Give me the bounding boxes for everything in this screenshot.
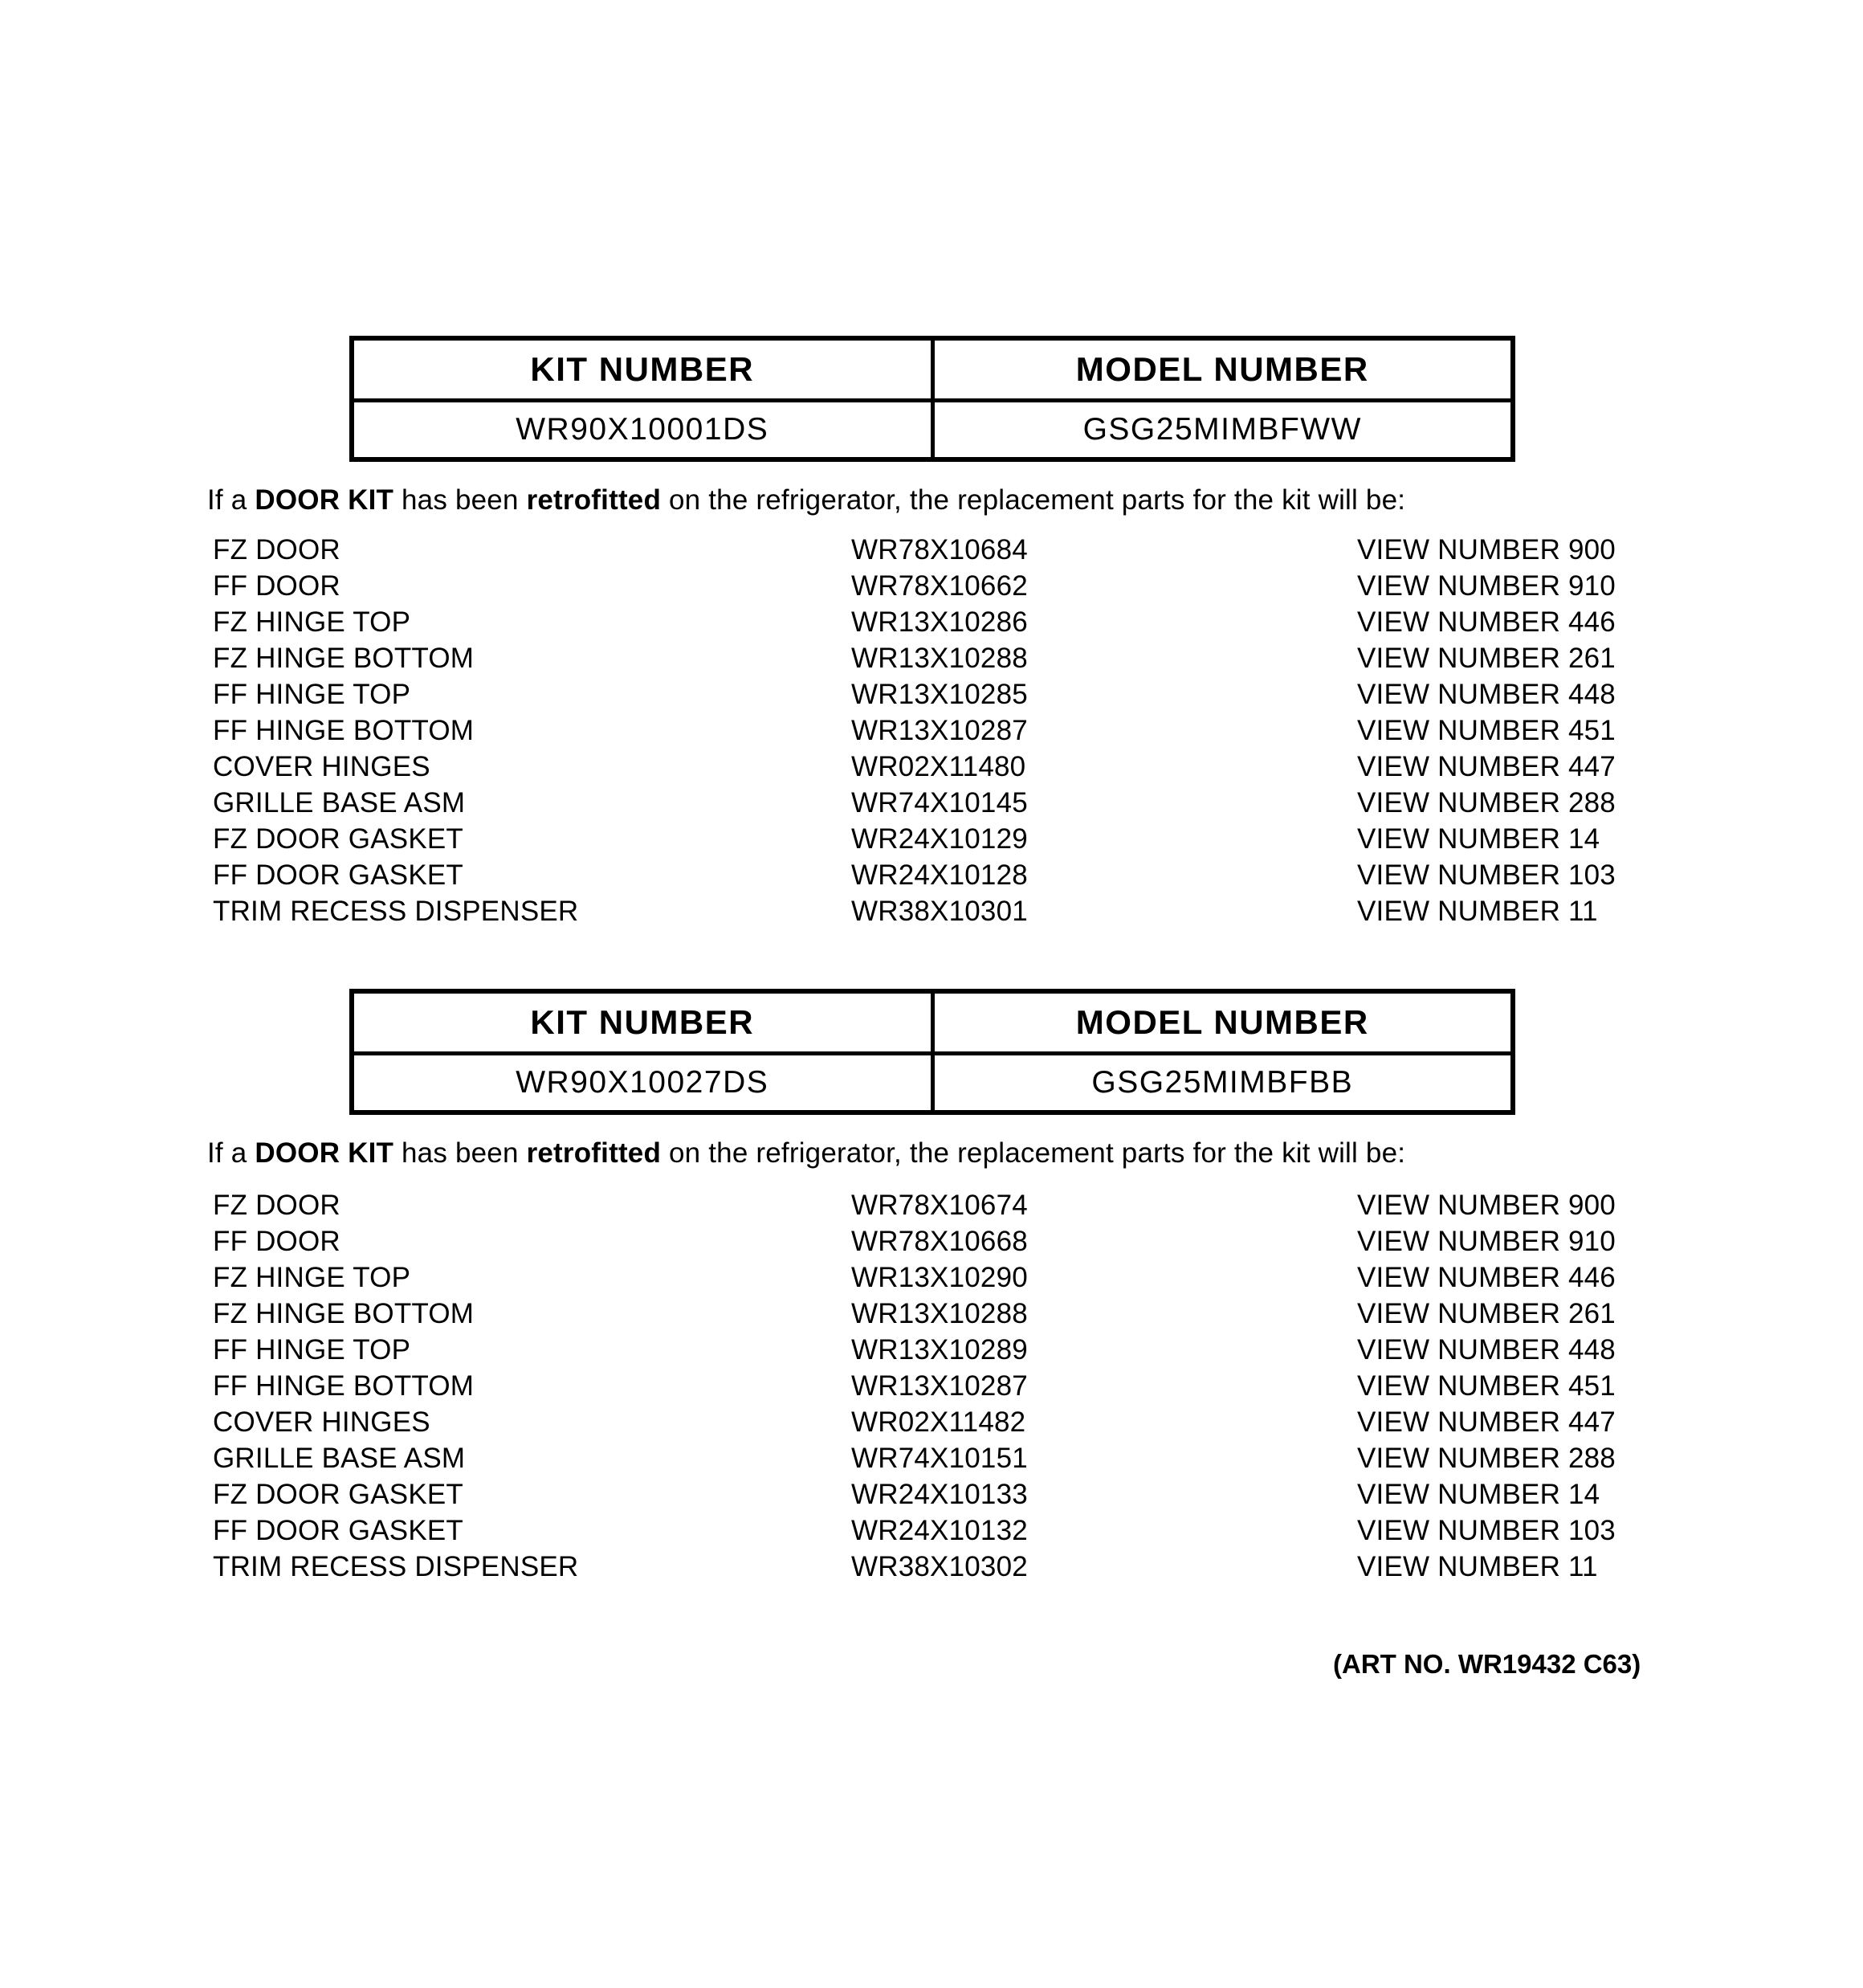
kit-model-table-1 bbox=[349, 336, 1515, 462]
kit-number-header: KIT NUMBER bbox=[352, 338, 932, 401]
part-number: WR13X10288 bbox=[851, 1298, 1028, 1329]
part-number: WR02X11480 bbox=[851, 751, 1026, 782]
part-name: TRIM RECESS DISPENSER bbox=[213, 1551, 579, 1582]
part-name: FF HINGE TOP bbox=[213, 679, 411, 710]
part-name: FF DOOR bbox=[213, 1226, 340, 1257]
part-name: COVER HINGES bbox=[213, 1406, 430, 1438]
part-number: WR24X10128 bbox=[851, 859, 1028, 891]
part-number: WR02X11482 bbox=[851, 1406, 1026, 1438]
view-number: VIEW NUMBER 448 bbox=[1357, 679, 1616, 710]
part-number: WR78X10684 bbox=[851, 534, 1028, 565]
part-name: FF DOOR bbox=[213, 570, 340, 602]
intro-text: has been bbox=[393, 1137, 527, 1169]
part-name: TRIM RECESS DISPENSER bbox=[213, 896, 579, 927]
art-number: (ART NO. WR19432 C63) bbox=[1333, 1649, 1641, 1679]
view-number: VIEW NUMBER 900 bbox=[1357, 534, 1616, 565]
part-number: WR38X10301 bbox=[851, 896, 1028, 927]
view-number: VIEW NUMBER 447 bbox=[1357, 1406, 1616, 1438]
kit-number-value: WR90X10027DS bbox=[352, 1054, 932, 1113]
view-number: VIEW NUMBER 261 bbox=[1357, 1298, 1616, 1329]
part-number: WR13X10289 bbox=[851, 1334, 1028, 1365]
part-name: FF DOOR GASKET bbox=[213, 859, 463, 891]
part-name: FZ HINGE TOP bbox=[213, 606, 411, 638]
model-number-header: MODEL NUMBER bbox=[932, 338, 1513, 401]
part-name: FF HINGE BOTTOM bbox=[213, 715, 475, 746]
intro-bold-retrofitted: retrofitted bbox=[526, 1137, 662, 1169]
part-number: WR24X10133 bbox=[851, 1479, 1028, 1510]
view-number: VIEW NUMBER 288 bbox=[1357, 787, 1616, 818]
part-number: WR78X10662 bbox=[851, 570, 1028, 602]
table-header-row bbox=[352, 991, 1513, 1054]
part-name: GRILLE BASE ASM bbox=[213, 787, 466, 818]
part-name: FZ DOOR GASKET bbox=[213, 1479, 463, 1510]
intro-text: If a bbox=[207, 1137, 255, 1169]
view-number: VIEW NUMBER 910 bbox=[1357, 1226, 1616, 1257]
view-number: VIEW NUMBER 910 bbox=[1357, 570, 1616, 602]
view-number: VIEW NUMBER 11 bbox=[1357, 1551, 1598, 1582]
table-value-row bbox=[352, 1054, 1513, 1113]
part-name: GRILLE BASE ASM bbox=[213, 1443, 466, 1474]
part-name: FZ DOOR bbox=[213, 534, 340, 565]
view-number: VIEW NUMBER 103 bbox=[1357, 859, 1616, 891]
table-value-row bbox=[352, 401, 1513, 460]
part-number: WR24X10132 bbox=[851, 1515, 1028, 1546]
view-number: VIEW NUMBER 448 bbox=[1357, 1334, 1616, 1365]
intro-text: has been bbox=[393, 484, 527, 516]
retrofit-intro-sentence-1 bbox=[207, 482, 1405, 518]
view-number: VIEW NUMBER 261 bbox=[1357, 643, 1616, 674]
retrofit-intro-sentence-2 bbox=[207, 1135, 1405, 1171]
part-name: COVER HINGES bbox=[213, 751, 430, 782]
table-header-row bbox=[352, 338, 1513, 401]
part-name: FF HINGE BOTTOM bbox=[213, 1370, 475, 1402]
intro-text: If a bbox=[207, 484, 255, 516]
part-number: WR13X10287 bbox=[851, 715, 1028, 746]
part-number: WR78X10668 bbox=[851, 1226, 1028, 1257]
view-number: VIEW NUMBER 451 bbox=[1357, 715, 1616, 746]
part-name: FZ HINGE TOP bbox=[213, 1262, 411, 1293]
part-number: WR13X10287 bbox=[851, 1370, 1028, 1402]
part-number: WR13X10286 bbox=[851, 606, 1028, 638]
part-name: FZ DOOR GASKET bbox=[213, 823, 463, 855]
part-number: WR13X10290 bbox=[851, 1262, 1028, 1293]
kit-number-value: WR90X10001DS bbox=[352, 401, 932, 460]
view-number: VIEW NUMBER 288 bbox=[1357, 1443, 1616, 1474]
view-number: VIEW NUMBER 14 bbox=[1357, 823, 1600, 855]
part-number: WR13X10288 bbox=[851, 643, 1028, 674]
view-number: VIEW NUMBER 446 bbox=[1357, 606, 1616, 638]
kit-number-header: KIT NUMBER bbox=[352, 991, 932, 1054]
model-number-value: GSG25MIMBFWW bbox=[932, 401, 1513, 460]
part-number: WR38X10302 bbox=[851, 1551, 1028, 1582]
model-number-header: MODEL NUMBER bbox=[932, 991, 1513, 1054]
part-number: WR74X10151 bbox=[851, 1443, 1028, 1474]
model-number-value: GSG25MIMBFBB bbox=[932, 1054, 1513, 1113]
intro-bold-retrofitted: retrofitted bbox=[526, 484, 662, 516]
view-number: VIEW NUMBER 11 bbox=[1357, 896, 1598, 927]
intro-text: on the refrigerator, the replacement parts for the kit will be: bbox=[661, 1137, 1406, 1169]
view-number: VIEW NUMBER 447 bbox=[1357, 751, 1616, 782]
view-number: VIEW NUMBER 103 bbox=[1357, 1515, 1616, 1546]
part-number: WR74X10145 bbox=[851, 787, 1028, 818]
part-number: WR78X10674 bbox=[851, 1190, 1028, 1221]
parts-list-2 bbox=[213, 1187, 1616, 1585]
part-name: FZ DOOR bbox=[213, 1190, 340, 1221]
intro-text: on the refrigerator, the replacement parts for the kit will be: bbox=[661, 484, 1406, 516]
view-number: VIEW NUMBER 451 bbox=[1357, 1370, 1616, 1402]
part-number: WR13X10285 bbox=[851, 679, 1028, 710]
part-number: WR24X10129 bbox=[851, 823, 1028, 855]
part-name: FZ HINGE BOTTOM bbox=[213, 643, 475, 674]
part-name: FF DOOR GASKET bbox=[213, 1515, 463, 1546]
view-number: VIEW NUMBER 14 bbox=[1357, 1479, 1600, 1510]
part-name: FZ HINGE BOTTOM bbox=[213, 1298, 475, 1329]
intro-bold-door-kit: DOOR KIT bbox=[255, 1137, 394, 1169]
intro-bold-door-kit: DOOR KIT bbox=[255, 484, 394, 516]
part-name: FF HINGE TOP bbox=[213, 1334, 411, 1365]
kit-model-table-2 bbox=[349, 989, 1515, 1115]
view-number: VIEW NUMBER 900 bbox=[1357, 1190, 1616, 1221]
parts-list-1 bbox=[213, 532, 1616, 929]
view-number: VIEW NUMBER 446 bbox=[1357, 1262, 1616, 1293]
